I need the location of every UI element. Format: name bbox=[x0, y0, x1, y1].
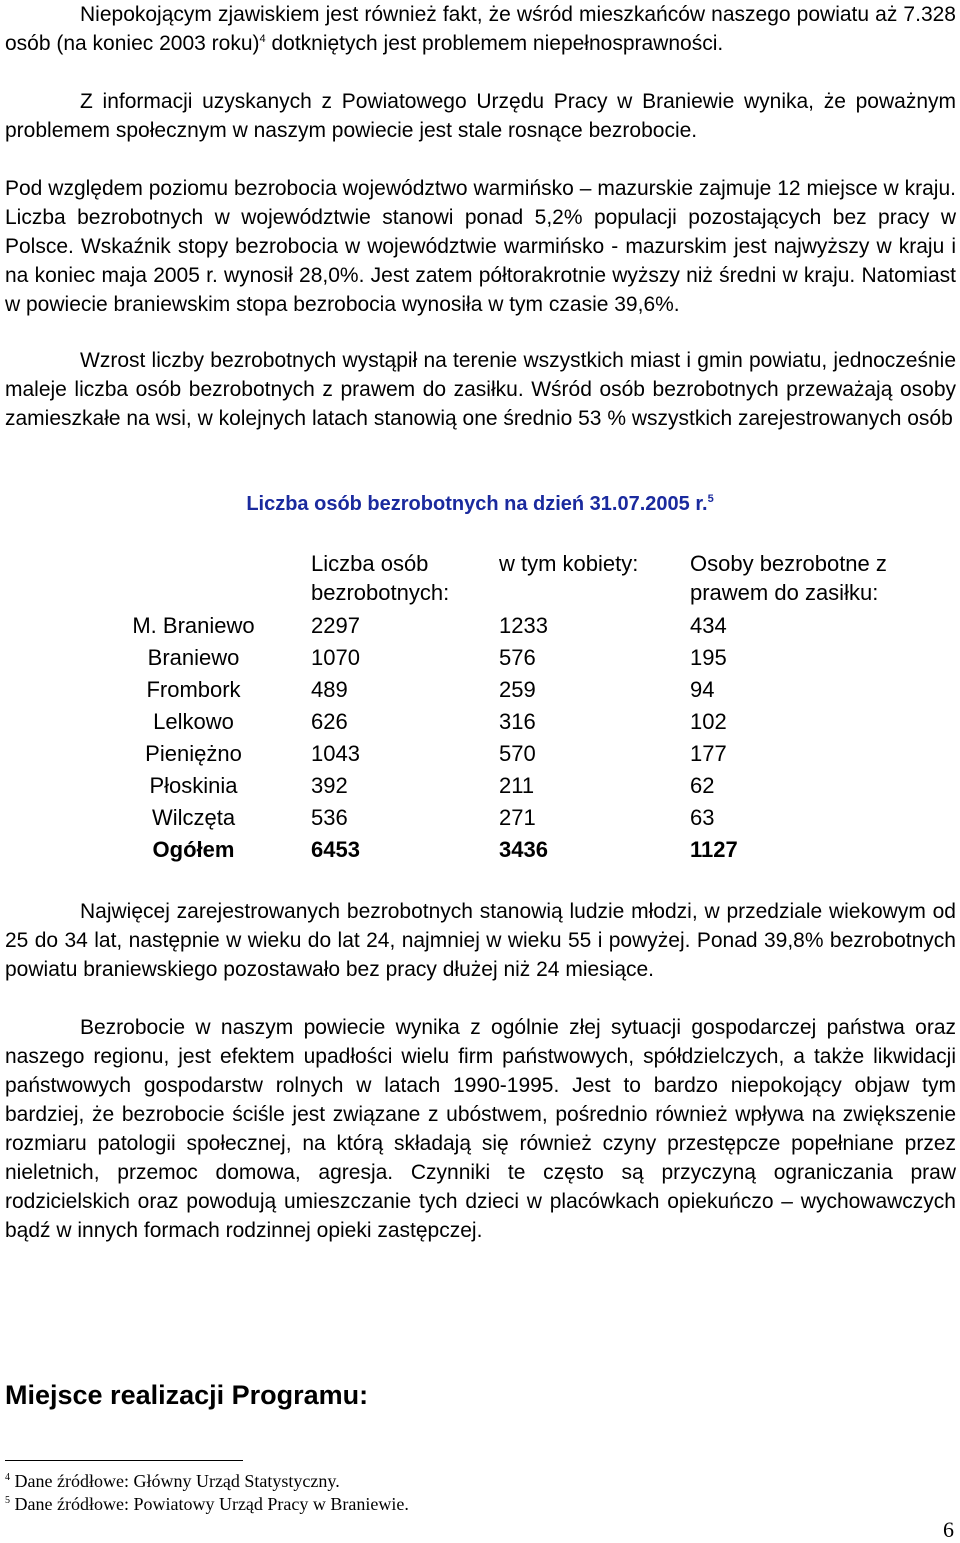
paragraph-unemployment-intro: Z informacji uzyskanych z Powiatowego Urzędu Pracy w Braniewie wynika, że poważnym problemem społecznym w naszym powiecie jest stale rosnące bezrobocie. bbox=[5, 90, 956, 142]
table-row: Pieniężno 1043 570 177 bbox=[145, 741, 727, 766]
table-row: M. Braniewo 2297 1233 434 bbox=[132, 613, 727, 638]
paragraph-voivodeship-rate: Pod względem poziomu bezrobocia województwo warmińsko – mazurskie zajmuje 12 miejsce w kraju. Liczba bezrobotnych w województwie stanowi ponad 5,2% populacji pozostających bez pracy w Polsce. Wskaźnik stopy bezrobocia w województwie warmińsko - mazurskim jest najwyższy w kraju i na koniec maja 2005 r. wynosił 28,0%. Jest zatem półtorakrotnie wyższy niż średni w kraju. Natomiast w powiecie braniewskim stopa bezrobocia wynosiła w tym czasie 39,6%. bbox=[5, 177, 956, 316]
paragraph-age-groups: Najwięcej zarejestrowanych bezrobotnych stanowią ludzie młodzi, w przedziale wiekowym od 25 do 34 lat, następnie w wieku do lat 24, najmniej w wieku 55 i powyżej. Ponad 39,8% bezrobotnych powiatu braniewskiego pozostawało bez pracy dłużej niż 24 miesiące. bbox=[5, 900, 956, 981]
footnote-4: $^4$ Dane źródłowe: Główny Urząd Statystyczny. bbox=[5, 1471, 340, 1491]
table-row: Frombork 489 259 94 bbox=[146, 677, 715, 702]
table-row: Płoskinia 392 211 62 bbox=[149, 773, 715, 798]
paragraph-disability: Niepokojącym zjawiskiem jest również fakt, że wśród mieszkańców naszego powiatu aż 7.328 osób (na koniec 2003 roku)$^4$ dotkniętych jest problemem niepełnosprawności. bbox=[5, 3, 956, 55]
header-municipality bbox=[76, 549, 311, 611]
header-total: Liczba osób bezrobotnych: bbox=[311, 551, 450, 605]
footnote-ref-4[interactable]: 4 bbox=[259, 33, 266, 45]
section-heading: Miejsce realizacji Programu: bbox=[5, 1380, 369, 1410]
header-benefit: Osoby bezrobotne z prawem do zasiłku: bbox=[690, 551, 887, 605]
table-header-row bbox=[76, 549, 950, 611]
table-row: Braniewo 1070 576 195 bbox=[147, 645, 727, 670]
table-total-row: Ogółem 6453 3436 1127 bbox=[152, 837, 738, 862]
footnote-5: $^5$ Dane źródłowe: Powiatowy Urząd Pracy w Braniewie. bbox=[5, 1494, 409, 1514]
page-number: 6 bbox=[943, 1517, 954, 1542]
table-row: Wilczęta 536 271 63 bbox=[151, 805, 715, 830]
footnote-ref-5[interactable]: 5 bbox=[707, 493, 714, 505]
table-title: Liczba osób bezrobotnych na dzień 31.07.2005 r.$^5$ bbox=[246, 493, 714, 515]
unemployment-table bbox=[76, 549, 950, 867]
paragraph-causes: Bezrobocie w naszym powiecie wynika z ogólnie złej sytuacji gospodarczej państwa oraz naszego regionu, jest efektem upadłości wielu firm państwowych, spółdzielczych, a także likwidacji państwowych gospodarstw rolnych w latach 1990-1995. Jest to bardzo niepokojący objaw tym bardziej, że bezrobocie ściśle jest związane z ubóstwem, pośrednio również wpływa na zwiększenie rozmiaru patologii społecznej, na którą składają się również czyny przestępcze popełniane przez nieletnich, przemoc domowa, agresja. Czynniki te często są przyczyną ograniczania praw rodzicielskich oraz powodują umieszczanie tych dzieci w placówkach opiekuńczo – wychowawczych bądź w innych formach rodzinnej opieki zastępczej. bbox=[5, 1016, 956, 1242]
table-row: Lelkowo 626 316 102 bbox=[153, 709, 727, 734]
paragraph-growth: Wzrost liczby bezrobotnych wystąpił na terenie wszystkich miast i gmin powiatu, jednocześnie maleje liczba osób bezrobotnych z prawem do zasiłku. Wśród osób bezrobotnych przeważają osoby zamieszkałe na wsi, w kolejnych latach stanowią one średnio 53 % wszystkich zarejestrowanych osób bbox=[5, 349, 956, 430]
footnote-divider bbox=[5, 1460, 243, 1461]
header-women: w tym kobiety: bbox=[499, 551, 639, 576]
